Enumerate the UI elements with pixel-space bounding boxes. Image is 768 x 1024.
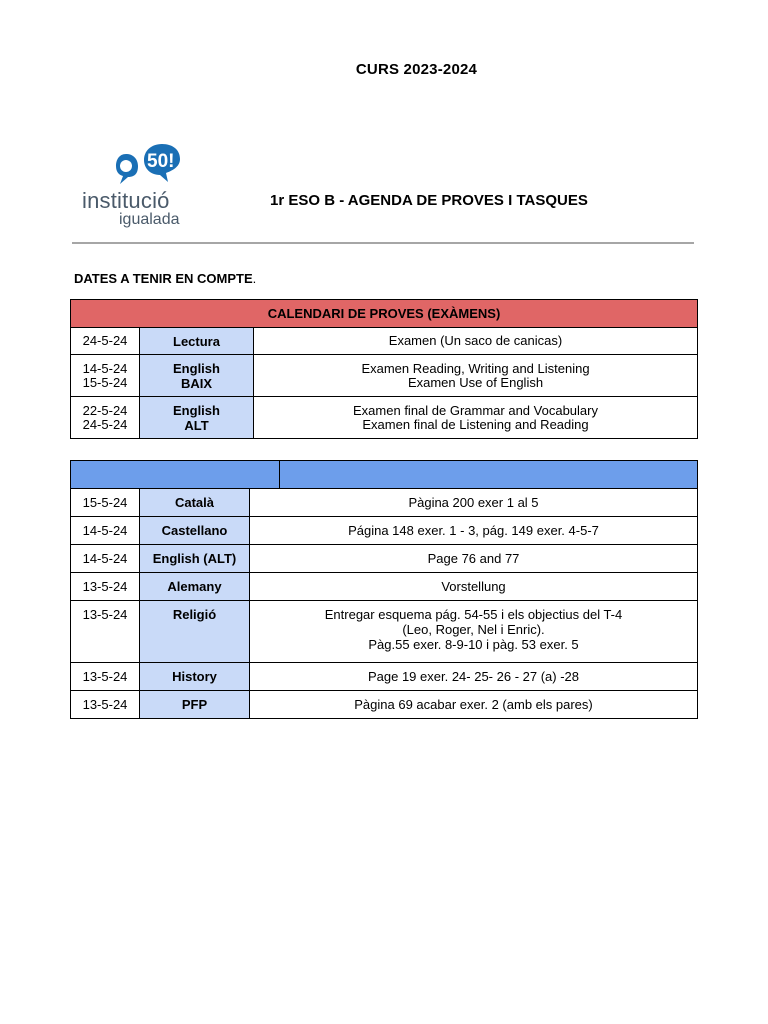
- task-subject: Alemany: [140, 573, 250, 601]
- task-rows: [71, 489, 698, 719]
- task-subject: PFP: [140, 691, 250, 719]
- exam-description: [254, 328, 698, 355]
- exam-subject: [140, 355, 254, 397]
- table-row: [71, 691, 698, 719]
- logo-sub-text: igualada: [119, 211, 180, 228]
- task-description: [250, 573, 698, 601]
- cell-line: Pàgina 200 exer 1 al 5: [408, 494, 539, 510]
- tasks-heading-right: [280, 461, 698, 489]
- table-row: [71, 517, 698, 545]
- cell-line: Examen final de Listening and Reading: [362, 416, 589, 432]
- cell-line: 22-5-24: [82, 402, 128, 418]
- cell-line: Pàg.55 exer. 8-9-10 i pàg. 53 exer. 5: [368, 637, 579, 652]
- exam-subject: [140, 328, 254, 355]
- cell-line: Examen Reading, Writing and Listening: [361, 360, 590, 376]
- table-row: [71, 545, 698, 573]
- task-subject: English (ALT): [140, 545, 250, 573]
- exam-calendar-table: [70, 299, 698, 439]
- cell-line: Pàgina 69 acabar exer. 2 (amb els pares): [354, 696, 593, 712]
- task-date: 13-5-24: [71, 573, 140, 601]
- task-subject: Castellano: [140, 517, 250, 545]
- cell-line: English: [173, 360, 220, 376]
- task-description: [250, 691, 698, 719]
- table-row: [71, 489, 698, 517]
- notes-label-text: DATES A TENIR EN COMPTE: [74, 271, 253, 286]
- task-date: 13-5-24: [71, 691, 140, 719]
- cell-line: Page 76 and 77: [427, 550, 520, 566]
- cell-line: Entregar esquema pág. 54-55 i els objectius del T-4: [324, 607, 623, 622]
- cell-line: Lectura: [173, 333, 220, 349]
- table-row: [71, 355, 698, 397]
- task-date: 15-5-24: [71, 489, 140, 517]
- school-logo: [80, 140, 190, 230]
- task-subject: History: [140, 663, 250, 691]
- table-row: [71, 328, 698, 355]
- exam-rows: [71, 328, 698, 439]
- exam-description: [254, 397, 698, 439]
- exam-calendar-heading: CALENDARI DE PROVES (EXÀMENS): [71, 300, 698, 328]
- cell-line: Page 19 exer. 24- 25- 26 - 27 (a) -28: [367, 668, 579, 684]
- logo-badge-text: 50!: [147, 151, 175, 172]
- cell-line: 15-5-24: [82, 374, 128, 390]
- tasks-table: [70, 460, 698, 719]
- exam-date: [71, 355, 140, 397]
- task-description: [250, 517, 698, 545]
- exam-description: [254, 355, 698, 397]
- cell-line: Página 148 exer. 1 - 3, pág. 149 exer. 4-5-7: [348, 522, 599, 538]
- task-description: [250, 545, 698, 573]
- exam-date: [71, 397, 140, 439]
- task-subject: Religió: [140, 601, 250, 663]
- cell-line: ALT: [184, 417, 209, 433]
- cell-line: 14-5-24: [82, 360, 128, 376]
- cell-line: Examen final de Grammar and Vocabulary: [353, 402, 598, 418]
- course-title: CURS 2023-2024: [355, 61, 478, 78]
- table-row: [71, 601, 698, 663]
- cell-line: 24-5-24: [82, 416, 128, 432]
- table-row: [71, 397, 698, 439]
- tasks-heading-left: [71, 461, 280, 489]
- cell-line: English: [173, 402, 220, 418]
- exam-subject: [140, 397, 254, 439]
- table-row: [71, 573, 698, 601]
- header-divider: [72, 242, 694, 244]
- cell-line: Examen (Un saco de canicas): [388, 333, 563, 348]
- task-date: 13-5-24: [71, 601, 140, 663]
- speech-bubbles-icon: [114, 142, 184, 190]
- task-description: [250, 601, 698, 663]
- cell-line: Vorstellung: [441, 578, 506, 594]
- task-date: 14-5-24: [71, 517, 140, 545]
- document-title: 1r ESO B - AGENDA DE PROVES I TASQUES: [270, 192, 588, 209]
- notes-label: DATES A TENIR EN COMPTE.: [74, 271, 257, 286]
- task-date: 14-5-24: [71, 545, 140, 573]
- logo-main-text: institució: [82, 188, 170, 213]
- cell-line: BAIX: [180, 375, 213, 391]
- exam-date: [71, 328, 140, 355]
- task-description: [250, 489, 698, 517]
- cell-line: Examen Use of English: [407, 374, 544, 390]
- cell-line: (Leo, Roger, Nel i Enric).: [402, 622, 545, 637]
- task-description: [250, 663, 698, 691]
- cell-line: 24-5-24: [82, 333, 128, 348]
- task-subject: Català: [140, 489, 250, 517]
- task-date: 13-5-24: [71, 663, 140, 691]
- table-row: [71, 663, 698, 691]
